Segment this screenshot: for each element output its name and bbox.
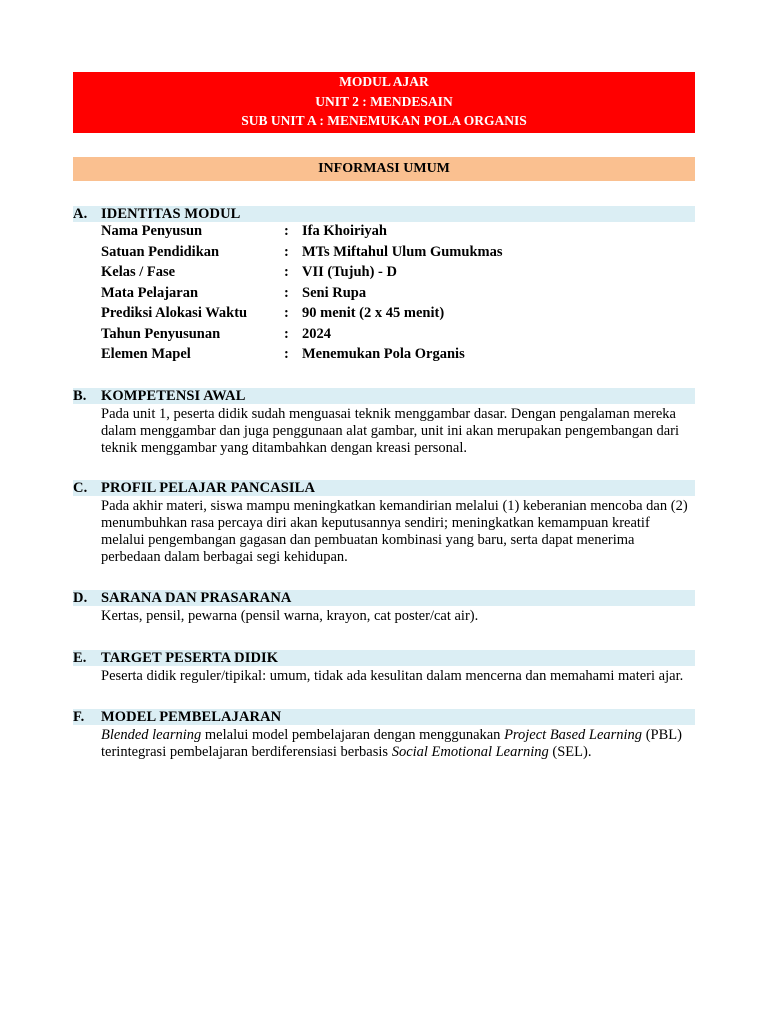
document-page xyxy=(73,72,695,761)
section-title: IDENTITAS MODUL xyxy=(101,205,241,222)
section-letter: F. xyxy=(73,709,85,725)
identity-row xyxy=(101,283,695,304)
identity-row xyxy=(101,222,695,243)
identity-colon: : xyxy=(284,325,289,342)
section-b-header xyxy=(73,388,695,404)
identity-label: Elemen Mapel xyxy=(101,346,191,363)
identity-row xyxy=(101,324,695,345)
identity-table xyxy=(101,222,695,366)
italic-term: Social Emotional Learning xyxy=(391,744,549,760)
identity-colon: : xyxy=(284,264,289,281)
identity-value: Ifa Khoiriyah xyxy=(302,223,387,240)
identity-value: Seni Rupa xyxy=(302,284,367,301)
section-title: PROFIL PELAJAR PANCASILA xyxy=(101,480,316,496)
section-d-text: Kertas, pensil, pewarna (pensil warna, krayon, cat poster/cat air). xyxy=(101,608,479,624)
identity-colon: : xyxy=(284,305,289,322)
identity-label: Satuan Pendidikan xyxy=(101,243,220,260)
section-title: TARGET PESERTA DIDIK xyxy=(101,650,279,666)
section-letter: B. xyxy=(73,388,87,404)
section-b-text: Pada unit 1, peserta didik sudah menguasai teknik menggambar dasar. Dengan pengalaman mereka dalam menggambar dan juga penggunaan alat gambar, unit ini akan merupakan pengembangan dari teknik menggambar yang ditambahkan dengan kreasi personal. xyxy=(101,406,679,456)
plain-text: (PBL) terintegrasi pembelajaran berdiferensiasi berbasis xyxy=(101,727,682,760)
identity-label: Tahun Penyusunan xyxy=(101,325,221,342)
identity-label: Mata Pelajaran xyxy=(101,284,199,301)
section-a-header xyxy=(73,206,695,222)
identity-row xyxy=(101,263,695,284)
plain-text: (SEL). xyxy=(548,744,592,760)
identity-value: MTs Miftahul Ulum Gumukmas xyxy=(302,243,503,260)
identity-value: 2024 xyxy=(302,325,331,342)
identity-row xyxy=(101,345,695,366)
identity-row xyxy=(101,304,695,325)
section-letter: D. xyxy=(73,590,88,606)
plain-text: melalui model pembelajaran dengan menggunakan xyxy=(201,727,505,743)
identity-colon: : xyxy=(284,284,289,301)
identity-colon: : xyxy=(284,346,289,363)
info-umum-banner: INFORMASI UMUM xyxy=(73,157,695,181)
section-c-header xyxy=(73,480,695,496)
section-letter: A. xyxy=(73,205,88,222)
identity-value: 90 menit (2 x 45 menit) xyxy=(302,305,445,322)
section-e-header xyxy=(73,650,695,666)
identity-label: Prediksi Alokasi Waktu xyxy=(101,305,248,322)
section-c-text: Pada akhir materi, siswa mampu meningkatkan kemandirian melalui (1) keberanian mencoba dan (2) menumbuhkan rasa percaya diri akan keputusannya sendiri; meningkatkan kemampuan kreatif melalui pengembangan gagasan dan pembuatan kombinasi yang baru, serta dapat menerima perbedaan dalam berbagai segi kehidupan. xyxy=(101,498,688,565)
italic-term: Blended learning xyxy=(101,727,202,743)
title-line-1: MODUL AJAR xyxy=(339,74,429,89)
identity-value: VII (Tujuh) - D xyxy=(302,264,397,281)
italic-term: Project Based Learning xyxy=(504,727,643,743)
section-e-text: Peserta didik reguler/tipikal: umum, tidak ada kesulitan dalam mencerna dan memahami materi ajar. xyxy=(101,668,684,684)
section-d-header xyxy=(73,590,695,606)
identity-row xyxy=(101,242,695,263)
section-title: KOMPETENSI AWAL xyxy=(101,388,246,404)
section-letter: C. xyxy=(73,480,88,496)
section-title: SARANA DAN PRASARANA xyxy=(101,590,292,606)
title-line-2: UNIT 2 : MENDESAIN xyxy=(315,93,453,109)
module-title-banner xyxy=(73,72,695,133)
identity-label: Nama Penyusun xyxy=(101,223,203,240)
identity-value: Menemukan Pola Organis xyxy=(302,346,465,363)
section-letter: E. xyxy=(73,650,87,666)
section-f-header xyxy=(73,709,695,725)
title-line-3: SUB UNIT A : MENEMUKAN POLA ORGANIS xyxy=(241,113,527,128)
identity-colon: : xyxy=(284,243,289,260)
section-f-text xyxy=(101,727,695,761)
section-title: MODEL PEMBELAJARAN xyxy=(101,709,282,725)
identity-label: Kelas / Fase xyxy=(101,264,176,281)
identity-colon: : xyxy=(284,223,289,240)
